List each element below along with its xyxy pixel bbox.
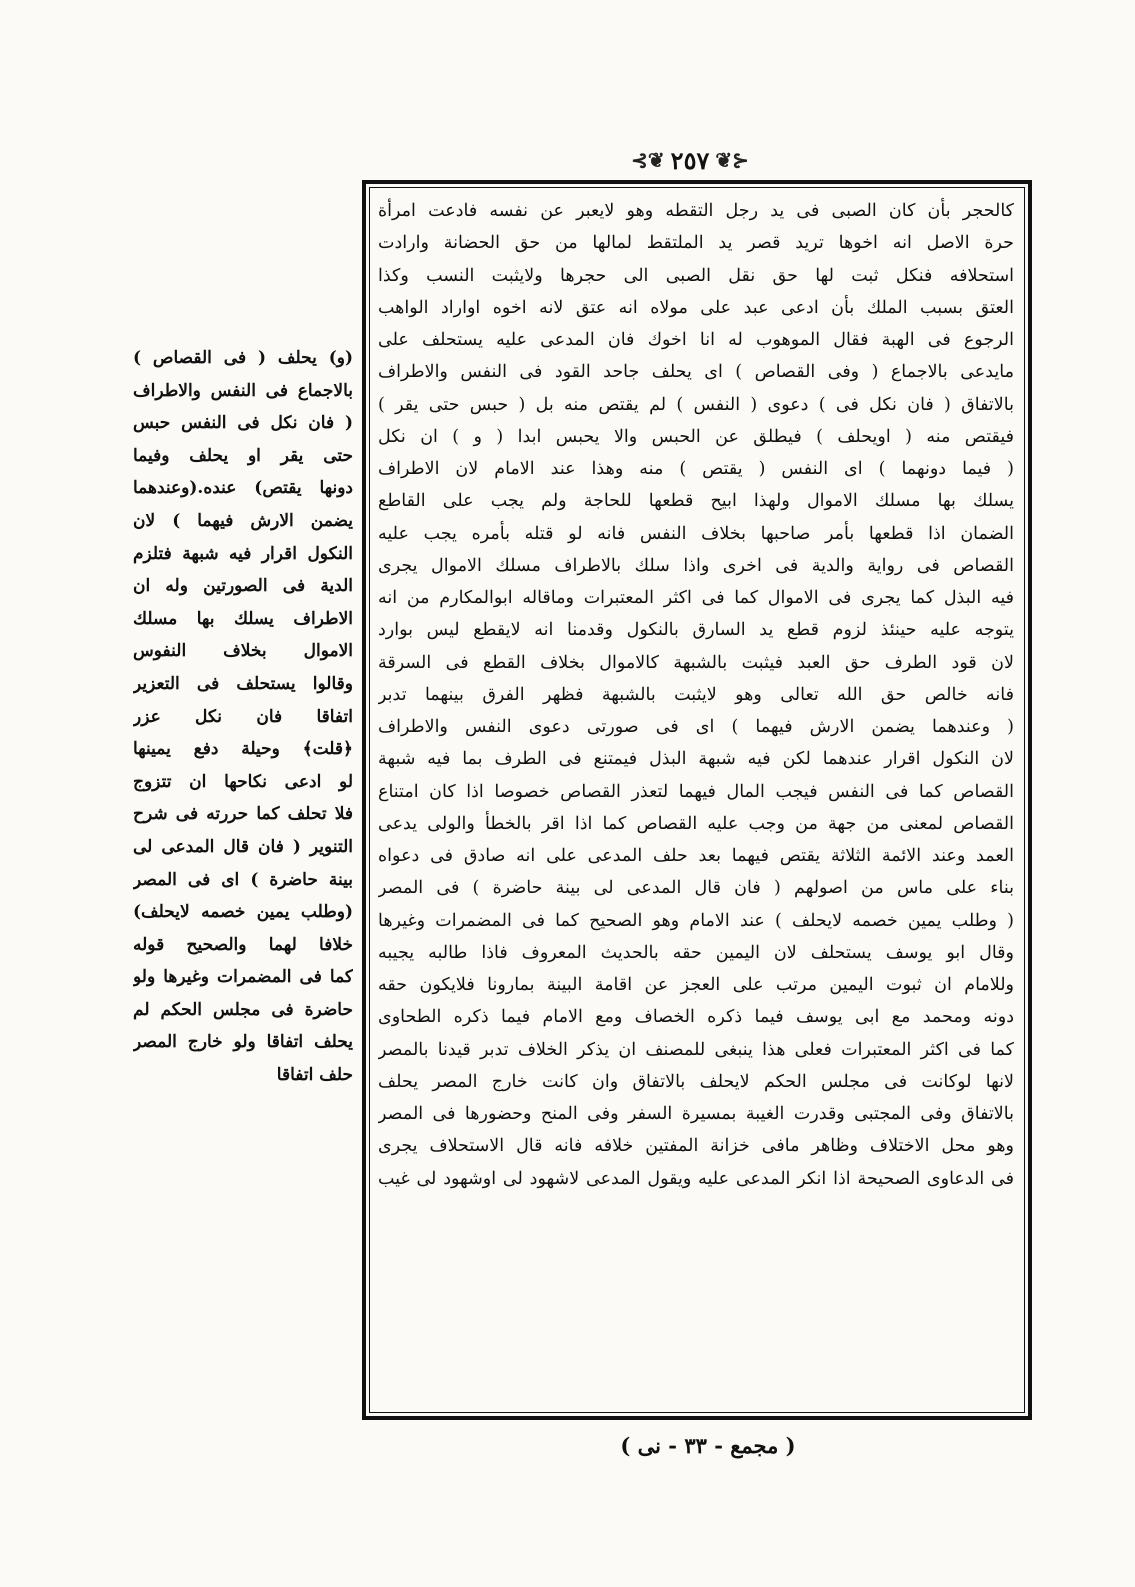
main-text-body <box>378 195 1014 1195</box>
main-text-line: لان النكول اقرار عندهما لكن فيه شبهة البذل فيمتنع فى الطرف بما فيه شبهة <box>378 749 1014 770</box>
main-text-line: مايدعى بالاجماع ( وفى القصاص ) اى يحلف جاحد القود فى النفس والاطراف <box>378 362 1014 383</box>
main-text-line: بناء على ماس من اصولهم ( فان قال المدعى لى بينة حاضرة ) فى المصر <box>378 878 1014 899</box>
main-text-line: فيقتص منه ( اويحلف ) فيطلق عن الحبس والا يحبس ابدا ( و ) ان نكل <box>378 426 1014 447</box>
margin-text-line: لو ادعى نكاحها ان تتزوج <box>133 771 353 792</box>
main-text-line: وللامام ان ثبوت اليمين مرتب على العجز عن اقامة البينة بمارونا فلايكون حقه <box>378 975 1014 995</box>
margin-text-line: بينة حاضرة ) اى فى المصر <box>133 869 353 890</box>
main-text-line: يتوجه عليه حينئذ لزوم قطع يد السارق بالنكول وقدمنا انه لايقطع ليس بوارد <box>378 620 1014 641</box>
main-text-line: وقال ابو يوسف يستحلف لان اليمين حقه بالحديث المعروف فاذا طالبه يجيبه <box>378 942 1014 963</box>
left-ornament-icon: ⊰❦ <box>715 148 749 172</box>
margin-text-line: الاطراف يسلك بها مسلك <box>133 608 353 629</box>
margin-text-line: الدية فى الصورتين وله ان <box>133 576 353 597</box>
main-text-line: ( وطلب يمين خصمه لايحلف ) عند الامام وهو الصحيح كما فى المضمرات وغيرها <box>378 910 1014 931</box>
main-text-line: بالاتفاق ( فان نكل فى ) دعوى ( النفس ) لم يقتص منه بل ( حبس حتى يقر ) <box>378 394 1014 415</box>
main-text-line: يسلك بها مسلك الاموال ولهذا ابيح قطعها للحاجة ولم يجب على القاطع <box>378 491 1014 512</box>
page-number-value: ٢٥٧ <box>670 145 710 175</box>
margin-text-line: ﴿قلت﴾ وحيلة دفع يمينها <box>133 739 353 760</box>
main-text-line: العمد وعند الائمة الثلاثة يقتص فيهما بعد حلف المدعى على انه صادق فى دعواه <box>378 846 1014 866</box>
margin-text-line: ( فان نكل فى النفس حبس <box>133 413 353 434</box>
main-text-line: القصاص كما فى النفس فيجب المال فيهما لتعذر القصاص خصوصا اذا كان امتناع <box>378 781 1014 802</box>
main-text-line: كالحجر بأن كان الصبى فى يد رجل التقطه وهو لايعبر عن نفسه فادعت امرأة <box>378 201 1014 221</box>
right-ornament-icon: ❦⊱ <box>631 148 665 172</box>
main-text-line: دونه ومحمد مع ابى يوسف فيما ذكره الخصاف ومع الامام فيما ذكره الطحاوى <box>378 1007 1014 1028</box>
margin-text-line: يضمن الارش فيهما ) لان <box>133 510 353 531</box>
margin-text-body <box>133 342 353 1092</box>
margin-commentary <box>133 342 353 1262</box>
margin-text-line: حتى يقر او يحلف وفيما <box>133 445 353 466</box>
main-text-line: لانها لوكانت فى مجلس الحكم لايحلف بالاتفاق وان كانت خارج المصر يحلف <box>378 1071 1014 1092</box>
margin-text-line: الاموال بخلاف النفوس <box>133 641 353 662</box>
margin-text-line: حاضرة فى مجلس الحكم لم <box>133 999 353 1020</box>
main-text-line: كما فى اكثر المعتبرات فعلى هذا ينبغى للمصنف ان يذكر الخلاف تدبر قيدنا بالمصر <box>378 1039 1014 1060</box>
main-text-line: القصاص فى رواية والدية فى اخرى واذا سلك بالاطراف مسلك الاموال يجرى <box>378 555 1014 576</box>
margin-text-line: التنوير ( فان قال المدعى لى <box>133 836 353 857</box>
main-text-inner-border <box>369 187 1025 1413</box>
page-number <box>615 140 765 180</box>
main-text-line: حرة الاصل انه اخوها تريد قصر يد الملتقط لمالها من حق الحضانة وارادت <box>378 233 1014 254</box>
margin-text-line: دونها يقتص) عنده.(وعندهما <box>133 478 353 499</box>
margin-text-line: بالاجماع فى النفس والاطراف <box>133 380 353 401</box>
main-text-line: الرجوع فى الهبة فقال الموهوب له انا اخوك فان المدعى عليه يستحلف على <box>378 330 1014 350</box>
margin-text-line: يحلف اتفاقا ولو خارج المصر <box>133 1032 353 1053</box>
main-text-line: لان قود الطرف حق العبد فيثبت بالشبهة كالاموال بخلاف القطع فى السرقة <box>378 652 1014 673</box>
main-text-line: فيه البذل كما يجرى فى الاموال كما فى اكثر المعتبرات وماقاله ابوالمكارم من انه <box>378 588 1014 608</box>
main-text-line: ( فيما دونهما ) اى النفس ( يقتص ) منه وهذا عند الامام لان الاطراف <box>378 459 1014 479</box>
main-text-line: فانه خالص حق الله تعالى وهو لايثبت بالشبهة فظهر الفرق بينهما تدبر <box>378 684 1014 705</box>
margin-text-line: (و) يحلف ( فى القصاص ) <box>133 348 353 368</box>
main-text-line: بالاتفاق وفى المجتبى وقدرت الغيبة بمسيرة السفر وفى المنح وحضورها فى المصر <box>378 1104 1014 1124</box>
main-text-line: وهو محل الاختلاف وظاهر مافى خزانة المفتين خلافه فانه قال الاستحلاف يجرى <box>378 1136 1014 1157</box>
margin-text-line: حلف اتفاقا <box>276 1065 353 1086</box>
margin-text-line: كما فى المضمرات وغيرها ولو <box>133 967 353 988</box>
margin-text-line: اتفاقا فان نكل عزر <box>133 706 353 727</box>
margin-text-line: النكول اقرار فيه شبهة فتلزم <box>133 543 353 564</box>
main-text-line: الضمان اذا قطعها بأمر صاحبها بخلاف النفس فانه لو قتله بأمره يجب عليه <box>378 523 1014 544</box>
main-text-line: استحلافه فنكل ثبت لها حق نقل الصبى الى حجرها ولايثبت النسب وكذا <box>378 265 1014 286</box>
signature-mark: ( مجمع - ٣٣ - نى ) <box>620 1432 796 1458</box>
main-text-line: القصاص لمعنى من جهة من وجب عليه القصاص كما اذا اقر بالخطأ والولى يدعى <box>378 813 1014 834</box>
main-text-line: فى الدعاوى الصحيحة اذا انكر المدعى عليه ويقول المدعى لاشهود لى اوشهود لى غيب <box>378 1168 1014 1189</box>
margin-text-line: خلافا لهما والصحيح قوله <box>133 934 353 955</box>
main-text-line: العتق بسبب الملك بأن ادعى عبد على مولاه انه عتق لانه اخوه اواراد الواهب <box>378 297 1014 318</box>
margin-text-line: (وطلب يمين خصمه لايحلف) <box>133 902 353 923</box>
margin-text-line: وقالوا يستحلف فى التعزير <box>133 673 353 694</box>
main-text-line: ( وعندهما يضمن الارش فيهما ) اى فى صورتى دعوى النفس والاطراف <box>378 717 1014 737</box>
margin-text-line: فلا تحلف كما حررته فى شرح <box>133 804 353 825</box>
main-text-frame <box>362 180 1032 1420</box>
